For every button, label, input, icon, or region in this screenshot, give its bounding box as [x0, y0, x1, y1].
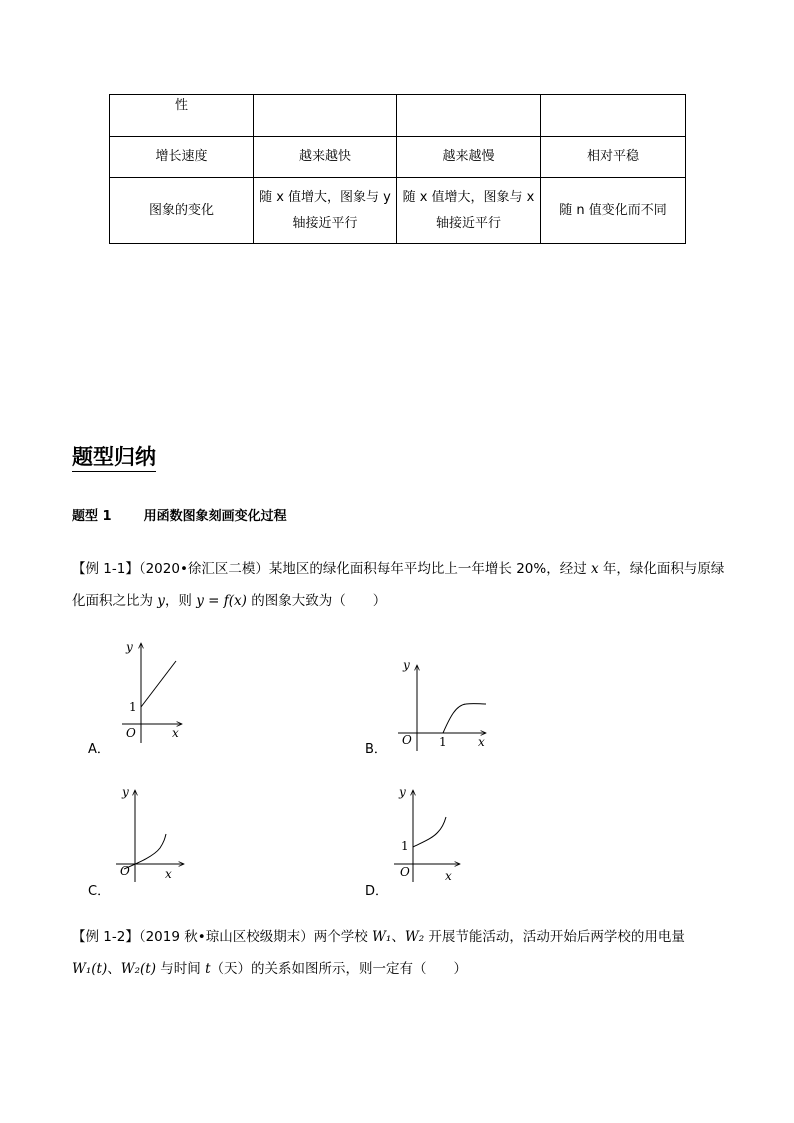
y-label: y: [122, 785, 129, 799]
math-var: y: [157, 593, 165, 609]
option-a-label: A．: [88, 742, 110, 757]
example-text: 年，绿化面积与原绿化面积之比为: [72, 561, 725, 609]
type-heading: [72, 505, 287, 524]
x-label: x: [445, 869, 452, 883]
table-row: [110, 178, 686, 244]
math-var: W₂: [404, 929, 425, 945]
tick-label: 1: [401, 839, 409, 853]
table-row: [110, 95, 686, 137]
example-source: （2019 秋•琼山区校级期末）: [138, 929, 314, 945]
table-cell: 随 x 值增大，图象与 y 轴接近平行: [254, 178, 397, 244]
x-label: x: [478, 735, 485, 749]
example-text: ，则: [164, 593, 197, 609]
tick-label: 1: [129, 700, 137, 714]
example-text: 与时间: [156, 961, 206, 977]
origin-label: O: [120, 864, 130, 878]
graph-curve: [141, 661, 176, 707]
table-cell: 越来越快: [254, 137, 397, 178]
table-cell: 越来越慢: [397, 137, 541, 178]
type-title: 用函数图象刻画变化过程: [143, 509, 287, 524]
math-func: W₂(t): [120, 961, 156, 977]
x-label: x: [165, 867, 172, 881]
table-cell: [541, 95, 686, 137]
example-tag: 【例 1-1】: [72, 561, 139, 577]
origin-label: O: [400, 865, 410, 879]
table-cell: 相对平稳: [541, 137, 686, 178]
example-text: （天）的关系如图所示，则一定有（ ）: [210, 961, 468, 977]
y-label: y: [399, 785, 406, 799]
example-1-2-text: [72, 921, 732, 985]
example-1-1-text: [72, 553, 732, 617]
type-number: 题型 1: [72, 509, 112, 524]
table-cell: [397, 95, 541, 137]
option-b-label: B．: [365, 742, 387, 757]
origin-label: O: [402, 733, 412, 747]
example-text: 、: [107, 961, 121, 977]
option-b-graph: [388, 655, 498, 755]
math-var: W₁: [372, 929, 392, 945]
y-label: y: [126, 640, 133, 654]
option-a-graph: [112, 635, 202, 745]
table-row: [110, 137, 686, 178]
tick-label: 1: [439, 735, 447, 749]
y-label: y: [403, 658, 410, 672]
table-cell: 随 n 值变化而不同: [541, 178, 686, 244]
math-var: t: [205, 961, 211, 977]
option-d-label: D．: [365, 884, 389, 899]
math-var: x: [591, 561, 599, 577]
origin-label: O: [126, 726, 136, 740]
graph-curve: [413, 817, 446, 847]
table-cell: 随 x 值增大，图象与 x 轴接近平行: [397, 178, 541, 244]
example-text: 的图象大致为（ ）: [246, 593, 387, 609]
math-func: y = f(x): [196, 593, 247, 609]
example-text: 两个学校: [313, 929, 373, 945]
example-tag: 【例 1-2】: [72, 929, 139, 945]
example-text: 开展节能活动，活动开始后两学校的用电量: [424, 929, 685, 945]
option-c-graph: [110, 782, 200, 892]
example-text: 某地区的绿化面积每年平均比上一年增长 20%，经过: [268, 561, 592, 577]
option-d-graph: [388, 782, 478, 892]
option-c-label: C．: [88, 884, 111, 899]
example-source: （2020•徐汇区二模）: [138, 561, 269, 577]
section-title: 题型归纳: [72, 443, 156, 472]
table-cell: 性: [110, 95, 254, 137]
table-cell: [254, 95, 397, 137]
table-cell: 增长速度: [110, 137, 254, 178]
comparison-table: [109, 94, 686, 244]
example-text: 、: [391, 929, 405, 945]
graph-curve: [443, 704, 486, 733]
math-func: W₁(t): [72, 961, 108, 977]
table-cell: 图象的变化: [110, 178, 254, 244]
x-label: x: [172, 726, 179, 740]
